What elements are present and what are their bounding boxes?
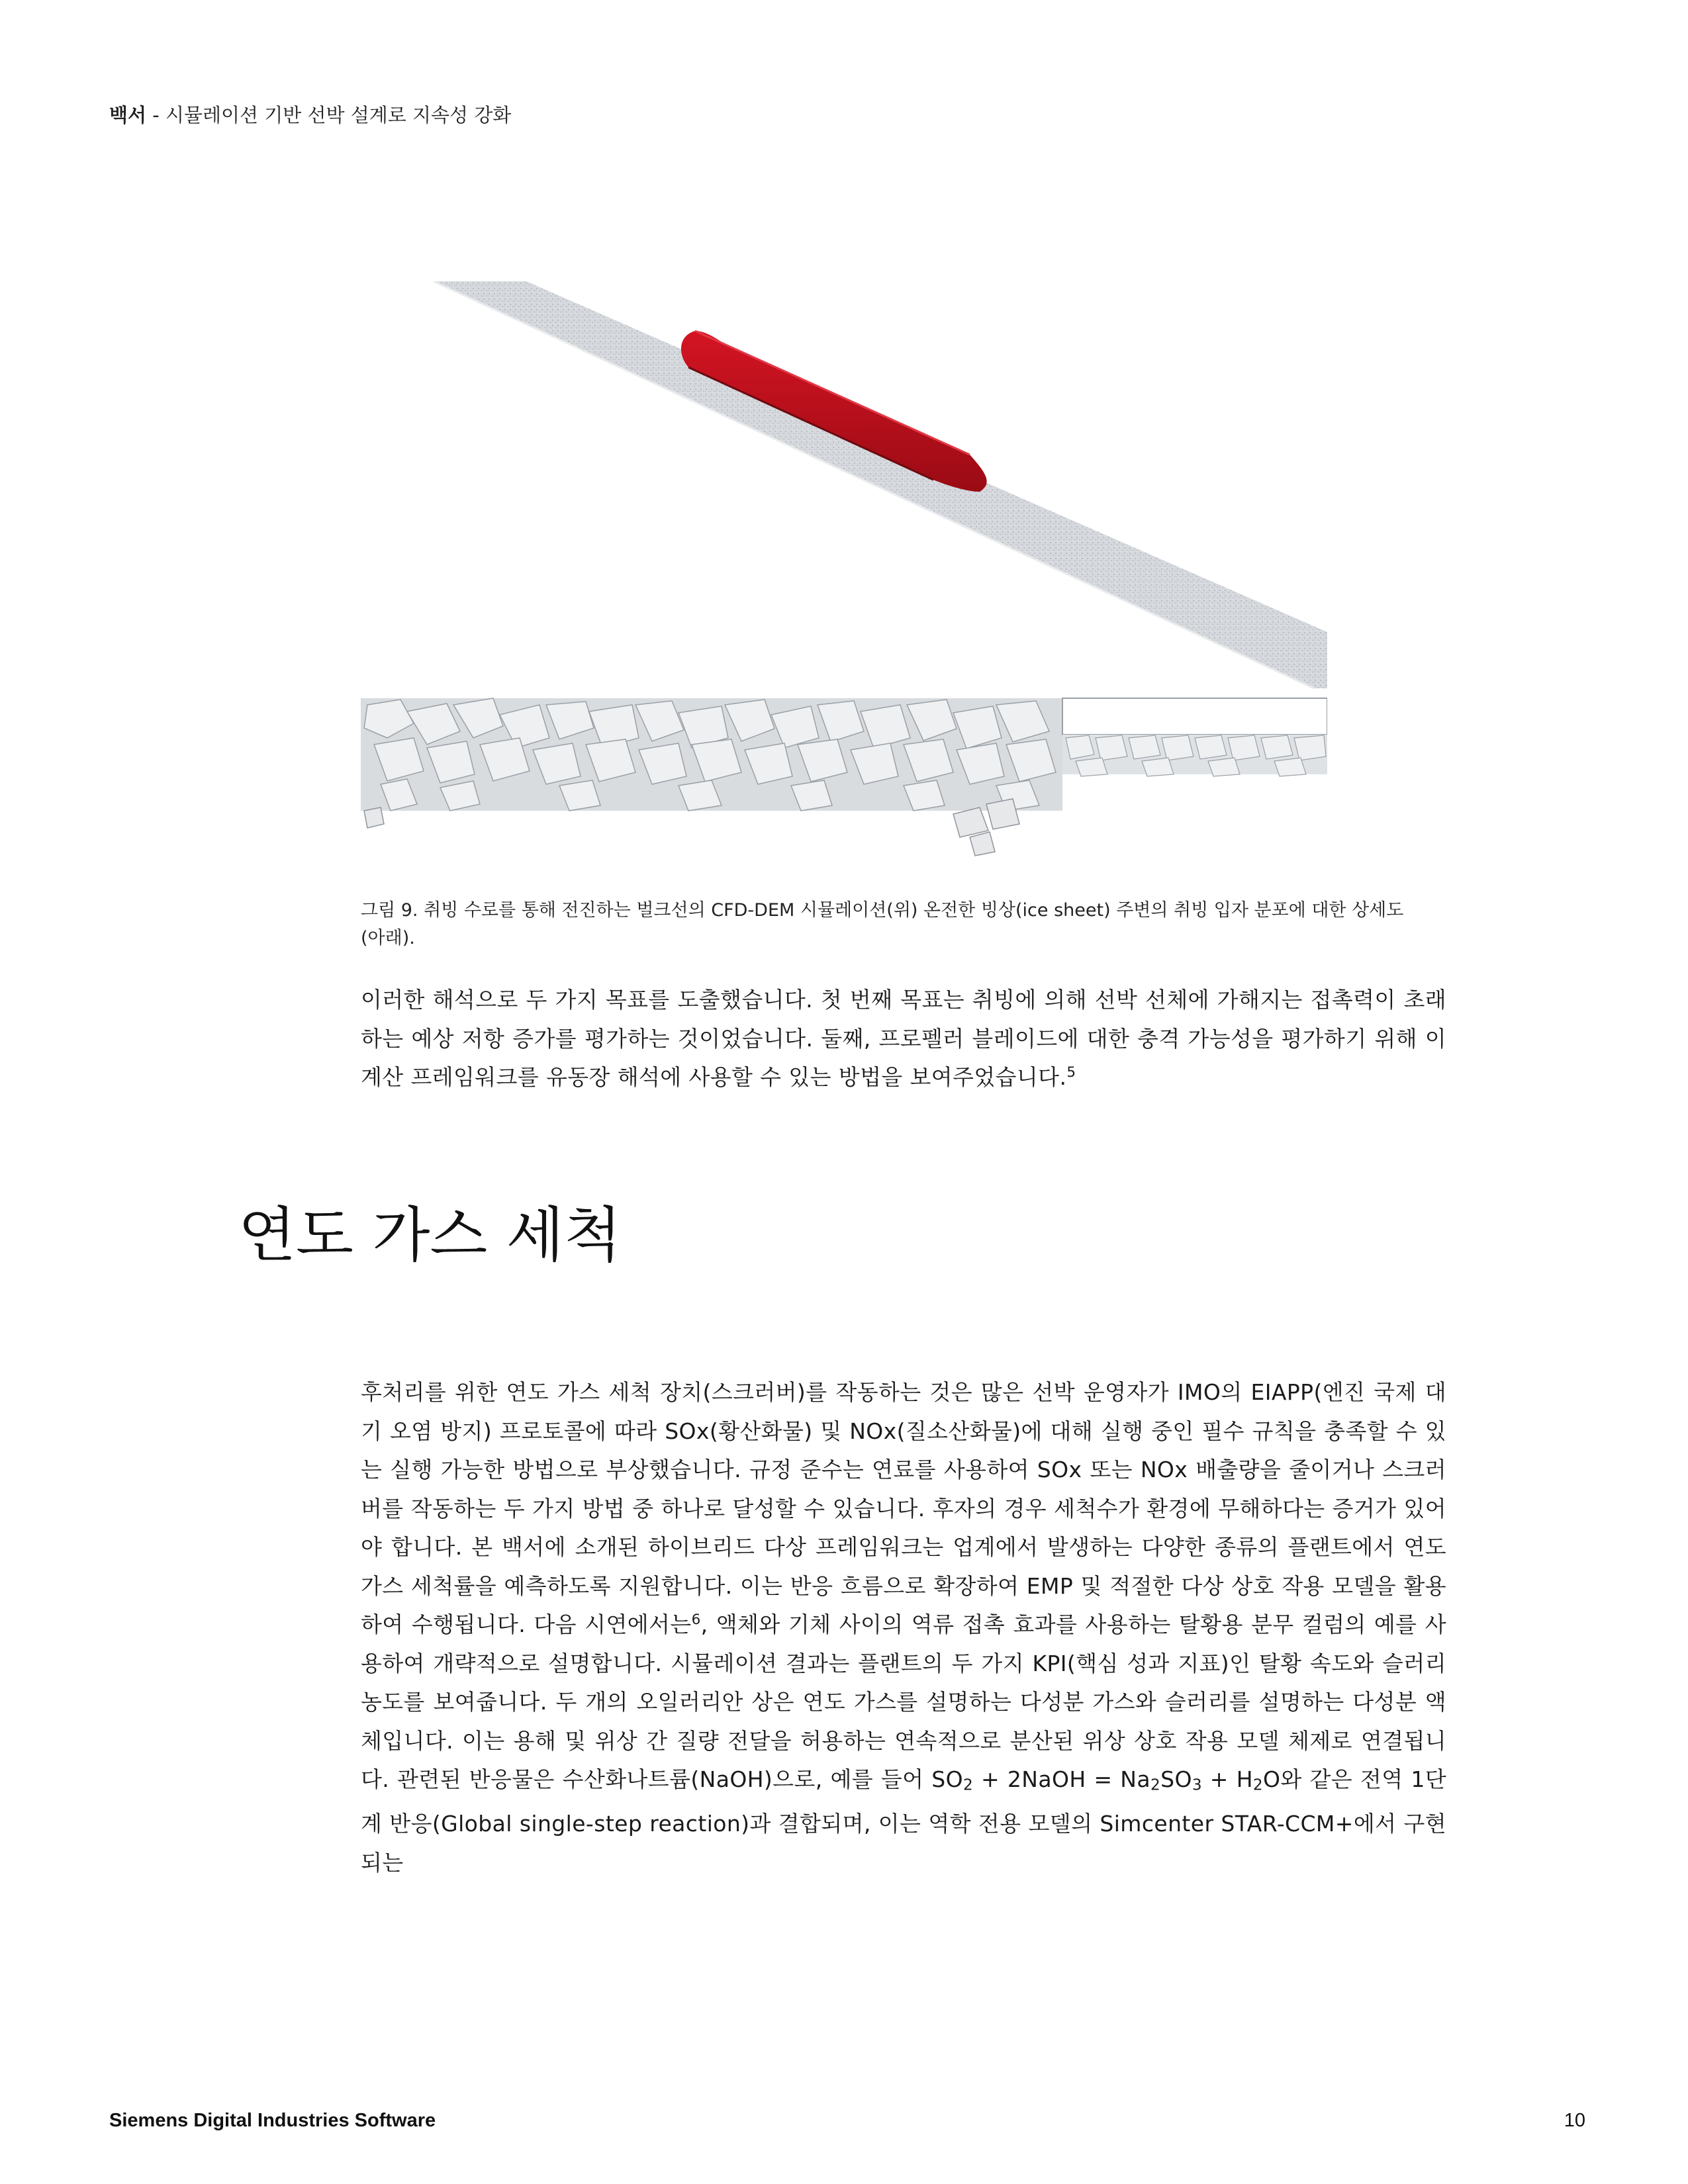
paragraph-analysis-goals [361, 981, 1446, 1097]
paragraph-flue-gas-scrubbing [361, 1373, 1446, 1882]
subscript: 3 [1192, 1776, 1202, 1794]
paragraph-text-part2: , 액체와 기체 사이의 역류 접촉 효과를 사용하는 탈황용 분무 컬럼의 예를 사용하여 개략적으로 설명합니다. 시뮬레이션 결과는 플랜트의 두 가지 KPI(핵심 성과 지표)인 탈황 속도와 슬러리 농도를 보여줍니다. 두 개의 오일러리안 상은 연도 가스를 설명하는 다성분 가스와 슬러리를 설명하는 다성분 액체입니다. 이는 용해 및 위상 간 질량 전달을 허용하는 연속적으로 분산된 위상 상호 작용 모델 체제로 연결됩니다. 관련된 반응물은 수산화나트륨(NaOH)으로, 예를 들어 SO [361, 1612, 1447, 1792]
ice-particle-cross-section [361, 698, 1327, 856]
header-brand: 백서 [109, 104, 147, 126]
figure-9 [361, 281, 1327, 857]
equation-text: + 2NaOH = Na [973, 1766, 1151, 1792]
page-number: 10 [1564, 2110, 1585, 2131]
paragraph-text-part3: O와 같은 전역 1단계 반응(Global single-step reaction)과 결합되며, 이는 역학 전용 모델의 Simcenter STAR-CCM+에서 구현되는 [361, 1766, 1446, 1876]
ice-channel-top-view [434, 281, 1327, 688]
subscript: 2 [1150, 1776, 1161, 1794]
equation-text: SO [1160, 1766, 1192, 1792]
subscript: 2 [963, 1776, 974, 1794]
header-separator: - [146, 104, 165, 126]
running-header [109, 101, 511, 128]
header-title: 시뮬레이션 기반 선박 설계로 지속성 강화 [165, 104, 512, 126]
section-title: 연도 가스 세척 [238, 1201, 622, 1270]
footnote-ref: 6 [691, 1612, 701, 1629]
footnote-ref: 5 [1066, 1064, 1076, 1081]
paragraph-text: 이러한 해석으로 두 가지 목표를 도출했습니다. 첫 번째 목표는 취빙에 의해 선박 선체에 가해지는 접촉력이 초래하는 예상 저항 증가를 평가하는 것이었습니다. 둘째, 프로펠러 블레이드에 대한 충격 가능성을 평가하기 위해 이 계산 프레임워크를 유동장 해석에 사용할 수 있는 방법을 보여주었습니다. [361, 987, 1446, 1090]
equation-text: + H [1201, 1766, 1253, 1792]
figure-caption: 그림 9. 취빙 수로를 통해 전진하는 벌크선의 CFD-DEM 시뮬레이션(위) 온전한 빙상(ice sheet) 주변의 취빙 입자 분포에 대한 상세도(아래). [361, 900, 1404, 948]
paragraph-text-part1: 후처리를 위한 연도 가스 세척 장치(스크러버)를 작동하는 것은 많은 선박 운영자가 IMO의 EIAPP(엔진 국제 대기 오염 방지) 프로토콜에 따라 SOx(황산화물) 및 NOx(질소산화물)에 대해 실행 중인 필수 규칙을 충족할 수 있는 실행 가능한 방법으로 부상했습니다. 규정 준수는 연료를 사용하여 SOx 또는 NOx 배출량을 줄이거나 스크러버를 작동하는 두 가지 방법 중 하나로 달성할 수 있습니다. 후자의 경우 세척수가 환경에 무해하다는 증거가 있어야 합니다. 본 백서에 소개된 하이브리드 다상 프레임워크는 업계에서 발생하는 다양한 종류의 플랜트에서 연도 가스 세척률을 예측하도록 지원합니다. 이는 반응 흐름으로 확장하여 EMP 및 적절한 다상 상호 작용 모델을 활용하여 수행됩니다. 다음 시연에서는 [361, 1379, 1446, 1637]
footer-company: Siemens Digital Industries Software [109, 2110, 436, 2131]
cfd-dem-simulation-image [361, 281, 1327, 857]
subscript: 2 [1252, 1776, 1263, 1794]
